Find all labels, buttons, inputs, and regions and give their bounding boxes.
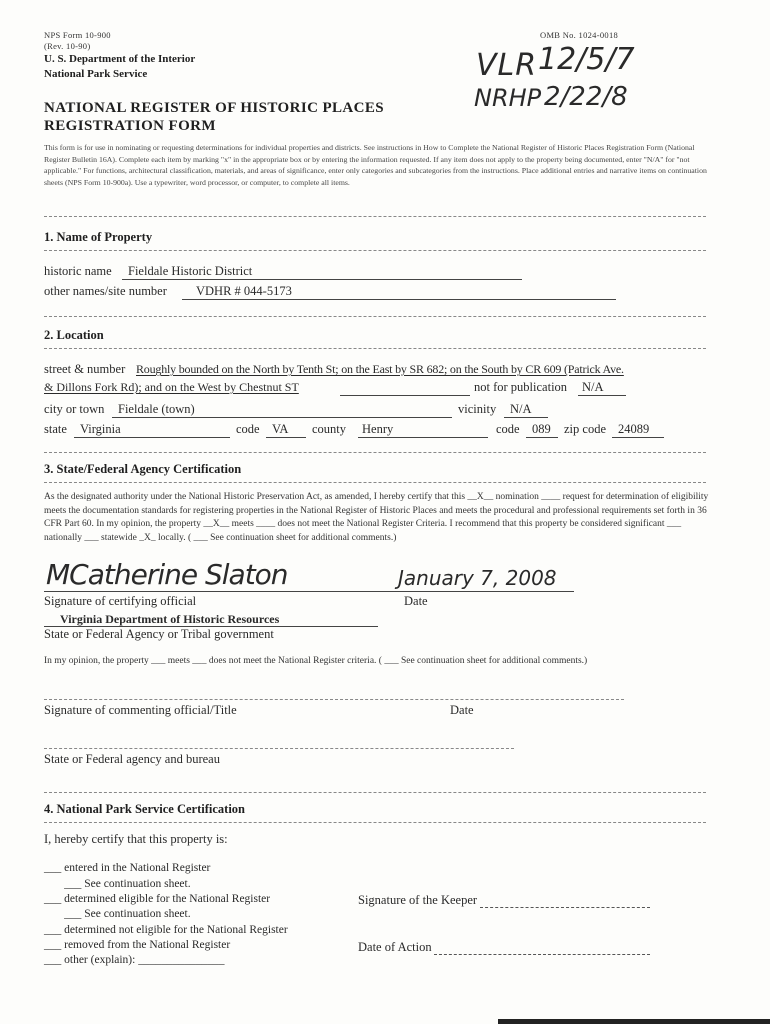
underline — [480, 907, 650, 908]
divider — [44, 482, 706, 483]
certifying-signature-label: Signature of certifying official — [44, 594, 197, 608]
county-label: county — [312, 422, 347, 436]
certification-paragraph: As the designated authority under the National Historic Preservation Act, as amended, I hereby certify that this __X__ nomination ____ request for determination of eligibility meets the documentation standards for registering properties in the National Register of Historic Places and meets the procedural and professional requirements set forth in 36 CFR Part 60. In my opinion, the property __X__ meets ____ does not meet the National Register Criteria. I recommend that this property be considered significant ___ nationally ___ statewide _X_ locally. ( ___ See continuation sheet for additional comments.) — [44, 492, 709, 543]
county-code-value: 089 — [532, 422, 551, 436]
state-code-value: VA — [272, 422, 289, 436]
scan-edge — [498, 1019, 770, 1024]
underline — [44, 591, 574, 592]
other-names-label: other names/site number — [44, 284, 167, 298]
divider — [44, 250, 706, 251]
underline — [74, 437, 230, 438]
certifying-signature: MCatherine Slaton — [46, 558, 288, 591]
county-code-label: code — [496, 422, 520, 436]
handwritten-vlr-date: 12/5/7 — [538, 42, 635, 77]
street-value-line1: Roughly bounded on the North by Tenth St; on the East by SR 682; on the South by CR 609 (Patrick Ave. — [136, 362, 624, 376]
nps-option-entered: ___ entered in the National Register — [44, 862, 211, 874]
certifying-date-label: Date — [404, 594, 428, 608]
section-4-heading: 4. National Park Service Certification — [44, 802, 245, 816]
form-number: NPS Form 10-900 — [44, 30, 111, 40]
nps-certify-statement: I, hereby certify that this property is: — [44, 832, 228, 846]
divider — [44, 216, 706, 217]
city-label: city or town — [44, 402, 105, 416]
certifying-agency-label: State or Federal Agency or Tribal government — [44, 627, 274, 641]
other-names-value: VDHR # 044-5173 — [196, 284, 292, 298]
city-value: Fieldale (town) — [118, 402, 195, 416]
not-for-publication-label: not for publication — [474, 380, 568, 394]
certifying-agency-value: Virginia Department of Historic Resources — [60, 612, 280, 626]
section-1-heading: 1. Name of Property — [44, 230, 153, 244]
street-label: street & number — [44, 362, 126, 376]
commenting-official-label: Signature of commenting official/Title — [44, 703, 237, 717]
date-of-action-label: Date of Action — [358, 940, 432, 954]
opinion-statement: In my opinion, the property ___ meets ___ does not meet the National Register criteria. ( ___ See continuation sheet for additional comments.) — [44, 656, 588, 666]
divider — [44, 452, 706, 453]
underline — [358, 437, 488, 438]
keeper-signature-label: Signature of the Keeper — [358, 893, 478, 907]
underline — [578, 395, 626, 396]
underline — [612, 437, 664, 438]
divider — [44, 699, 624, 700]
divider — [44, 822, 706, 823]
underline — [434, 954, 650, 955]
underline — [112, 417, 452, 418]
instructions: This form is for use in nominating or requesting determinations for individual properties and districts. See instructions in How to Complete the National Register of Historic Places Registration Form (National Register Bulletin 16A). Complete each item by marking "x" in the appropriate box or by entering the information requested. If any item does not apply to the property being documented, enter "N/A" for "not applicable." For functions, architectural classification, materials, and areas of significance, enter only categories and subcategories from the instructions. Place additional entries and narrative items on continuation sheets (NPS Form 10-900a). Use a typewriter, word processor, or computer, to complete all items. — [44, 143, 707, 187]
state-label: state — [44, 422, 67, 436]
underline — [122, 279, 522, 280]
divider — [44, 348, 706, 349]
form-subtitle: REGISTRATION FORM — [44, 118, 216, 134]
street-value-line2: & Dillons Fork Rd); and on the West by Chestnut ST — [44, 380, 299, 394]
underline — [526, 437, 558, 438]
divider — [44, 792, 706, 793]
form-revision: (Rev. 10-90) — [44, 41, 91, 51]
county-value: Henry — [362, 422, 394, 436]
nps-option-other: ___ other (explain): _______________ — [44, 954, 225, 966]
nps-option-removed: ___ removed from the National Register — [44, 939, 231, 951]
section-3-heading: 3. State/Federal Agency Certification — [44, 462, 242, 476]
handwritten-nrhp-date: 2/22/8 — [544, 82, 628, 112]
state-code-label: code — [236, 422, 260, 436]
handwritten-nrhp: NRHP — [474, 84, 542, 112]
zip-value: 24089 — [618, 422, 650, 436]
nps-option-continuation-1: ___ See continuation sheet. — [44, 878, 191, 890]
vicinity-value: N/A — [510, 402, 532, 416]
handwritten-vlr: VLR — [476, 48, 538, 83]
nps-option-not-eligible: ___ determined not eligible for the National Register — [44, 924, 288, 936]
nps-option-continuation-2: ___ See continuation sheet. — [44, 908, 191, 920]
divider — [44, 748, 514, 749]
agency-name: National Park Service — [44, 68, 148, 80]
underline — [340, 395, 470, 396]
state-value: Virginia — [80, 422, 121, 436]
vicinity-label: vicinity — [458, 402, 497, 416]
signature-date: January 7, 2008 — [398, 566, 557, 590]
department-name: U. S. Department of the Interior — [44, 53, 196, 65]
historic-name-label: historic name — [44, 264, 112, 278]
nps-option-eligible: ___ determined eligible for the National Register — [44, 893, 271, 905]
section-2-heading: 2. Location — [44, 328, 104, 342]
underline — [504, 417, 548, 418]
omb-number: OMB No. 1024-0018 — [540, 30, 619, 40]
not-for-publication-value: N/A — [582, 380, 604, 394]
agency-bureau-label: State or Federal agency and bureau — [44, 752, 220, 766]
form-title: NATIONAL REGISTER OF HISTORIC PLACES — [44, 100, 385, 116]
underline — [266, 437, 306, 438]
divider — [44, 316, 706, 317]
commenting-date-label: Date — [450, 703, 474, 717]
zip-label: zip code — [564, 422, 606, 436]
historic-name-value: Fieldale Historic District — [128, 264, 253, 278]
underline — [182, 299, 616, 300]
